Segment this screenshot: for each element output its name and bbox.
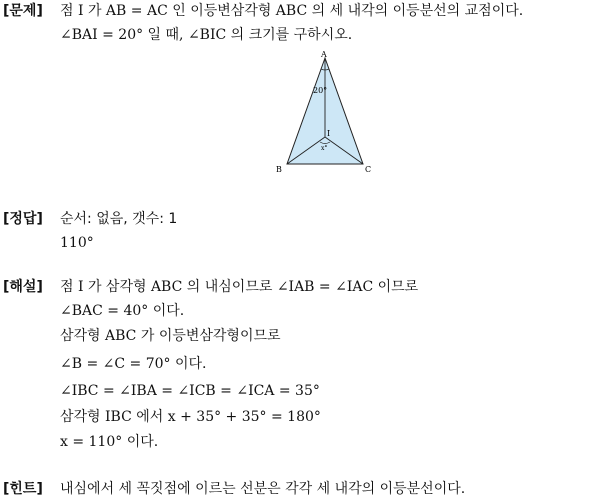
problem-text-line-2: ∠BAI = 20° 일 때, ∠BIC 의 크기를 구하시오. bbox=[60, 27, 353, 43]
angle-a-label: 20° bbox=[313, 86, 328, 95]
solution-line: ∠BAC = 40° 이다. bbox=[60, 303, 185, 319]
answer-text-line-1: 순서: 없음, 갯수: 1 bbox=[60, 211, 178, 227]
answer-text-line-2: 110° bbox=[60, 235, 94, 251]
angle-i-label: x° bbox=[321, 145, 328, 152]
vertex-label-c: C bbox=[365, 165, 372, 174]
solution-tag: [해설] bbox=[3, 279, 43, 295]
answer-tag: [정답] bbox=[3, 211, 43, 227]
point-label-i: I bbox=[327, 129, 331, 138]
hint-tag: [힌트] bbox=[3, 481, 43, 497]
solution-line: x = 110° 이다. bbox=[60, 434, 159, 450]
solution-line: 점 I 가 삼각형 ABC 의 내심이므로 ∠IAB = ∠IAC 이므로 bbox=[60, 279, 419, 295]
hint-text: 내심에서 세 꼭짓점에 이르는 선분은 각각 세 내각의 이등분선이다. bbox=[60, 481, 466, 497]
vertex-label-b: B bbox=[276, 165, 282, 174]
solution-line: 삼각형 ABC 가 이등변삼각형이므로 bbox=[60, 328, 281, 344]
vertex-label-a: A bbox=[321, 50, 327, 59]
problem-text-line-1: 점 I 가 AB = AC 인 이등변삼각형 ABC 의 세 내각의 이등분선의 교점이다. bbox=[60, 3, 524, 19]
problem-tag: [문제] bbox=[3, 3, 43, 19]
solution-line: 삼각형 IBC 에서 x + 35° + 35° = 180° bbox=[60, 409, 321, 425]
isosceles-triangle-figure bbox=[270, 46, 380, 176]
solution-line: ∠IBC = ∠IBA = ∠ICB = ∠ICA = 35° bbox=[60, 383, 320, 399]
solution-line: ∠B = ∠C = 70° 이다. bbox=[60, 356, 207, 372]
